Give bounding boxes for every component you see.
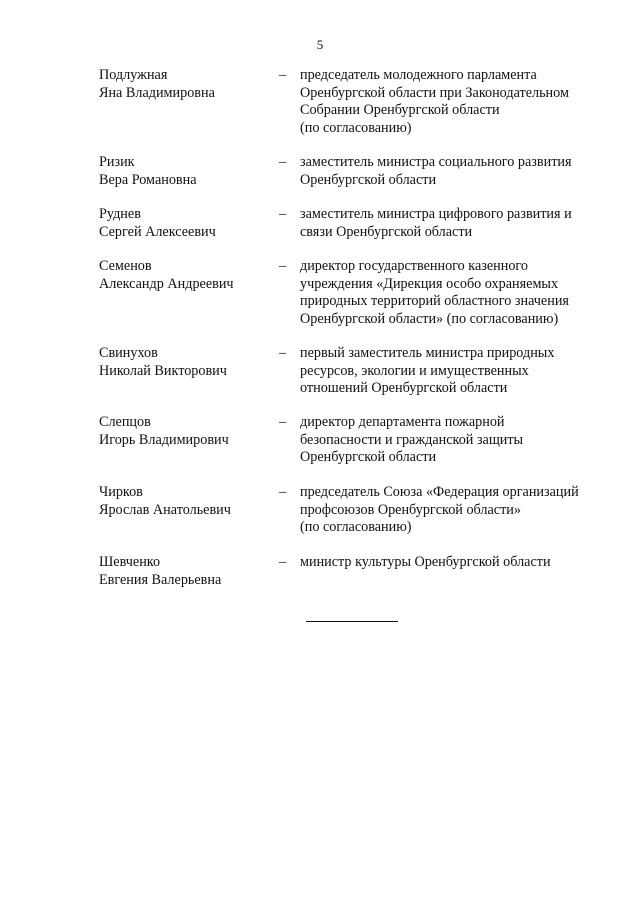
dash-separator: –	[279, 345, 287, 361]
position-line: директор департамента пожарной	[300, 414, 505, 430]
end-rule	[306, 621, 398, 622]
member-position	[300, 414, 600, 467]
position-line: отношений Оренбургской области	[300, 380, 508, 397]
dash-separator: –	[279, 154, 287, 170]
position-line: Собрании Оренбургской области	[300, 102, 500, 119]
dash-separator: –	[279, 206, 287, 222]
member-surname: Слепцов	[99, 414, 151, 430]
member-surname: Семенов	[99, 258, 152, 274]
member-given-names: Сергей Алексеевич	[99, 223, 216, 240]
position-line: заместитель министра цифрового развития и	[300, 206, 572, 222]
member-position	[300, 484, 600, 537]
position-line: профсоюзов Оренбургской области»	[300, 501, 521, 518]
position-line: природных территорий областного значения	[300, 293, 569, 310]
member-given-names: Игорь Владимирович	[99, 431, 229, 448]
position-line: учреждения «Дирекция особо охраняемых	[300, 275, 559, 292]
member-given-names: Вера Романовна	[99, 171, 197, 188]
page-number: 5	[316, 37, 324, 52]
member-position	[300, 345, 600, 398]
member-name	[99, 484, 269, 519]
position-line: заместитель министра социального развития	[300, 154, 572, 170]
position-line: директор государственного казенного	[300, 258, 528, 274]
dash-separator: –	[279, 67, 287, 83]
member-given-names: Николай Викторович	[99, 362, 227, 379]
member-surname: Шевченко	[99, 554, 161, 570]
member-given-names: Яна Владимировна	[99, 84, 215, 101]
member-position	[300, 67, 600, 137]
member-position	[300, 554, 600, 572]
position-line: ресурсов, экологии и имущественных	[300, 362, 529, 379]
member-given-names: Александр Андреевич	[99, 275, 234, 292]
position-line: (по согласованию)	[300, 119, 412, 136]
member-name	[99, 154, 269, 189]
member-name	[99, 67, 269, 102]
member-name	[99, 345, 269, 380]
member-position	[300, 258, 600, 328]
member-surname: Подлужная	[99, 67, 168, 83]
member-name	[99, 554, 269, 589]
dash-separator: –	[279, 258, 287, 274]
position-line: председатель Союза «Федерация организаций	[300, 484, 579, 500]
dash-separator: –	[279, 484, 287, 500]
member-surname: Чирков	[99, 484, 143, 500]
member-name	[99, 414, 269, 449]
dash-separator: –	[279, 554, 287, 570]
position-line: Оренбургской области	[300, 171, 437, 188]
position-line: министр культуры Оренбургской области	[300, 554, 551, 570]
position-line: безопасности и гражданской защиты	[300, 431, 524, 448]
member-surname: Ризик	[99, 154, 135, 170]
member-given-names: Евгения Валерьевна	[99, 571, 222, 588]
dash-separator: –	[279, 414, 287, 430]
position-line: Оренбургской области	[300, 449, 437, 466]
member-name	[99, 258, 269, 293]
position-line: председатель молодежного парламента	[300, 67, 537, 83]
position-line: Оренбургской области» (по согласованию)	[300, 310, 559, 327]
member-position	[300, 154, 600, 189]
member-name	[99, 206, 269, 241]
position-line: связи Оренбургской области	[300, 223, 473, 240]
position-line: Оренбургской области при Законодательном	[300, 84, 569, 101]
member-surname: Свинухов	[99, 345, 158, 361]
member-position	[300, 206, 600, 241]
member-given-names: Ярослав Анатольевич	[99, 501, 231, 518]
member-surname: Руднев	[99, 206, 141, 222]
position-line: первый заместитель министра природных	[300, 345, 555, 361]
position-line: (по согласованию)	[300, 519, 412, 536]
